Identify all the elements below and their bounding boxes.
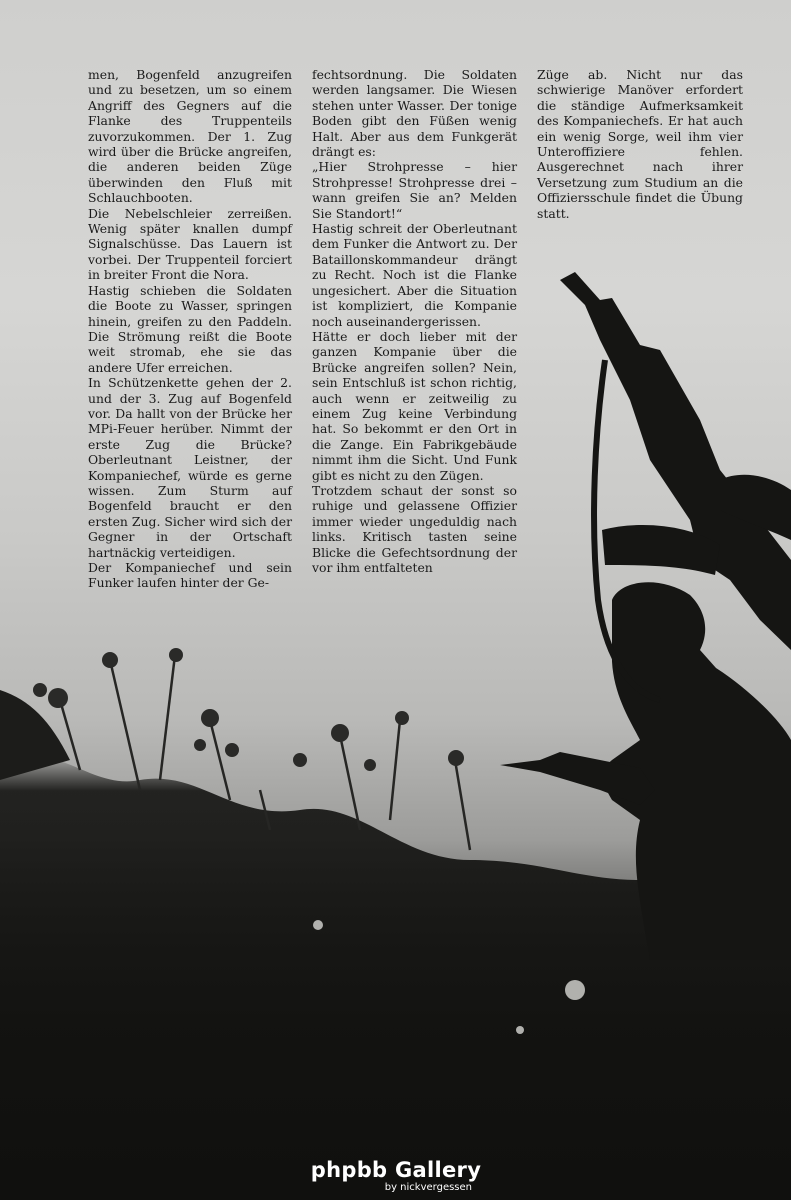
gallery-watermark [308,1158,484,1193]
paragraph: In Schützenkette gehen der 2. und der 3. Zug auf Bogenfeld vor. Da hallt von der Brücke her MPi-Feuer herüber. Nimmt der erste Zug die Brücke? Oberleutnant Leistner, der Kompaniechef, würde es gerne wissen. Zum Sturm auf Bogenfeld braucht er den ersten Zug. Sicher wird sich der Gegner in der Ortschaft hartnäckig verteidigen. [88,375,292,560]
paragraph: men, Bogenfeld anzugreifen und zu besetzen, um so einem Angriff des Gegners auf die Flanke des Truppenteils zuvorzukommen. Der 1. Zug wird über die Brücke angreifen, die anderen beiden Züge überwinden den Fluß mit Schlauchbooten. [88,67,292,206]
paragraph: Hastig schieben die Soldaten die Boote zu Wasser, springen hinein, greifen zu den Paddeln. Die Strömung reißt die Boote weit stromab, ehe sie das andere Ufer erreichen. [88,282,292,375]
paragraph: fechtsordnung. Die Soldaten werden langsamer. Die Wiesen stehen unter Wasser. Der tonige Boden gibt den Füßen wenig Halt. Aber aus dem Funkgerät drängt es: [312,67,517,160]
paragraph: Trotzdem schaut der sonst so ruhige und gelassene Offizier immer wieder ungeduldig nach links. Kritisch tasten seine Blicke die Gefechtsordnung der vor ihm entfalteten [312,482,517,575]
paragraph: Hastig schreit der Oberleutnant dem Funker die Antwort zu. Der Bataillonskommandeur drängt zu Recht. Noch ist die Flanke ungesichert. Aber die Situation ist kompliziert, die Kompanie noch auseinandergerissen. [312,221,517,329]
paragraph: Hätte er doch lieber mit der ganzen Kompanie über die Brücke angreifen sollen? Nein, sein Entschluß ist schon richtig, auch wenn er zeitweilig zu einem Zug keine Verbindung hat. So bekommt er den Ort in die Zange. Ein Fabrikgebäude nimmt ihm die Sicht. Und Funk gibt es nicht zu den Zügen. [312,328,517,483]
paragraph: Die Nebelschleier zerreißen. Wenig später knallen dumpf Signalschüsse. Das Lauern ist vorbei. Der Truppenteil forciert in breiter Front die Nora. [88,205,292,283]
watermark-byline: by nickvergessen [384,1182,472,1193]
soldier-silhouette [500,272,791,960]
paragraph: Züge ab. Nicht nur das schwierige Manöver erfordert die ständige Aufmerksamkeit des Kompaniechefs. Er hat auch ein wenig Sorge, weil ihm vier Unteroffiziere fehlen. Ausgerechnet nach ihrer Versetzung zum Studium an die Offiziersschule findet die Übung statt. [537,67,743,221]
paragraph: Der Kompaniechef und sein Funker laufen hinter der Ge- [88,560,292,591]
article-column-3 [537,67,743,221]
radio-quote: „Hier Strohpresse – hier Strohpresse! Strohpresse drei – wann greifen Sie an? Melden Sie Standort!“ [312,159,517,221]
watermark-title: phpbb Gallery [310,1158,482,1182]
article-column-1 [88,67,292,591]
article-column-2 [312,67,517,575]
